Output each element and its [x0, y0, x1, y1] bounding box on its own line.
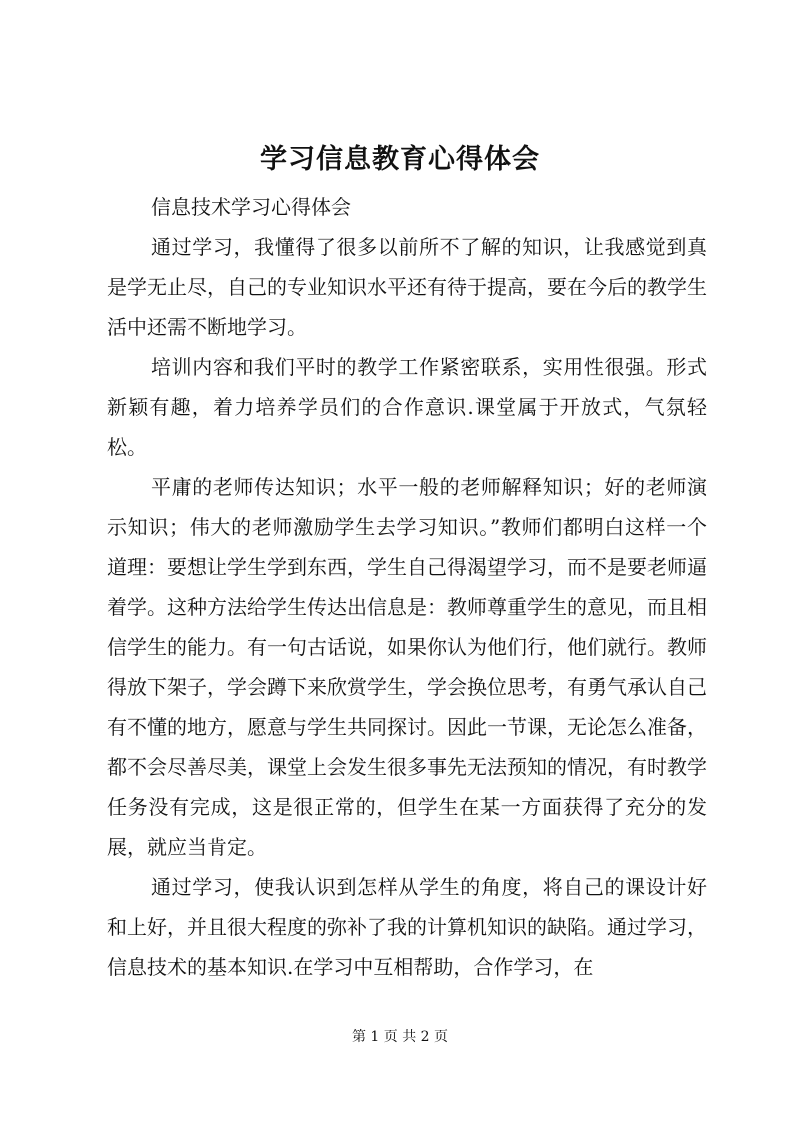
paragraph-subtitle: 信息技术学习心得体会 [151, 195, 351, 219]
document-body [107, 187, 707, 987]
document-title: 学习信息教育心得体会 [260, 144, 540, 175]
paragraph: 通过学习，我懂得了很多以前所不了解的知识，让我感觉到真是学无止尽，自己的专业知识水平还有待于提高，要在今后的教学生活中还需不断地学习。 [107, 235, 707, 339]
paragraph: 平庸的老师传达知识；水平一般的老师解释知识；好的老师演示知识；伟大的老师激励学生去学习知识。”教师们都明白这样一个道理：要想让学生学到东西，学生自己得渴望学习，而不是要老师逼着学。这种方法给学生传达出信息是：教师尊重学生的意见，而且相信学生的能力。有一句古话说，如果你认为他们行，他们就行。教师得放下架子，学会蹲下来欣赏学生，学会换位思考，有勇气承认自己有不懂的地方，愿意与学生共同探讨。因此一节课，无论怎么准备，都不会尽善尽美，课堂上会发生很多事先无法预知的情况，有时教学任务没有完成，这是很正常的，但学生在某一方面获得了充分的发展，就应当肯定。 [107, 475, 707, 859]
page-number-footer: 第 1 页 共 2 页 [351, 1029, 449, 1045]
paragraph: 通过学习，使我认识到怎样从学生的角度，将自己的课设计好和上好，并且很大程度的弥补了我的计算机知识的缺陷。通过学习，信息技术的基本知识.在学习中互相帮助，合作学习，在 [107, 875, 707, 979]
paragraph: 培训内容和我们平时的教学工作紧密联系，实用性很强。形式新颖有趣，着力培养学员们的合作意识.课堂属于开放式，气氛轻松。 [107, 355, 707, 459]
